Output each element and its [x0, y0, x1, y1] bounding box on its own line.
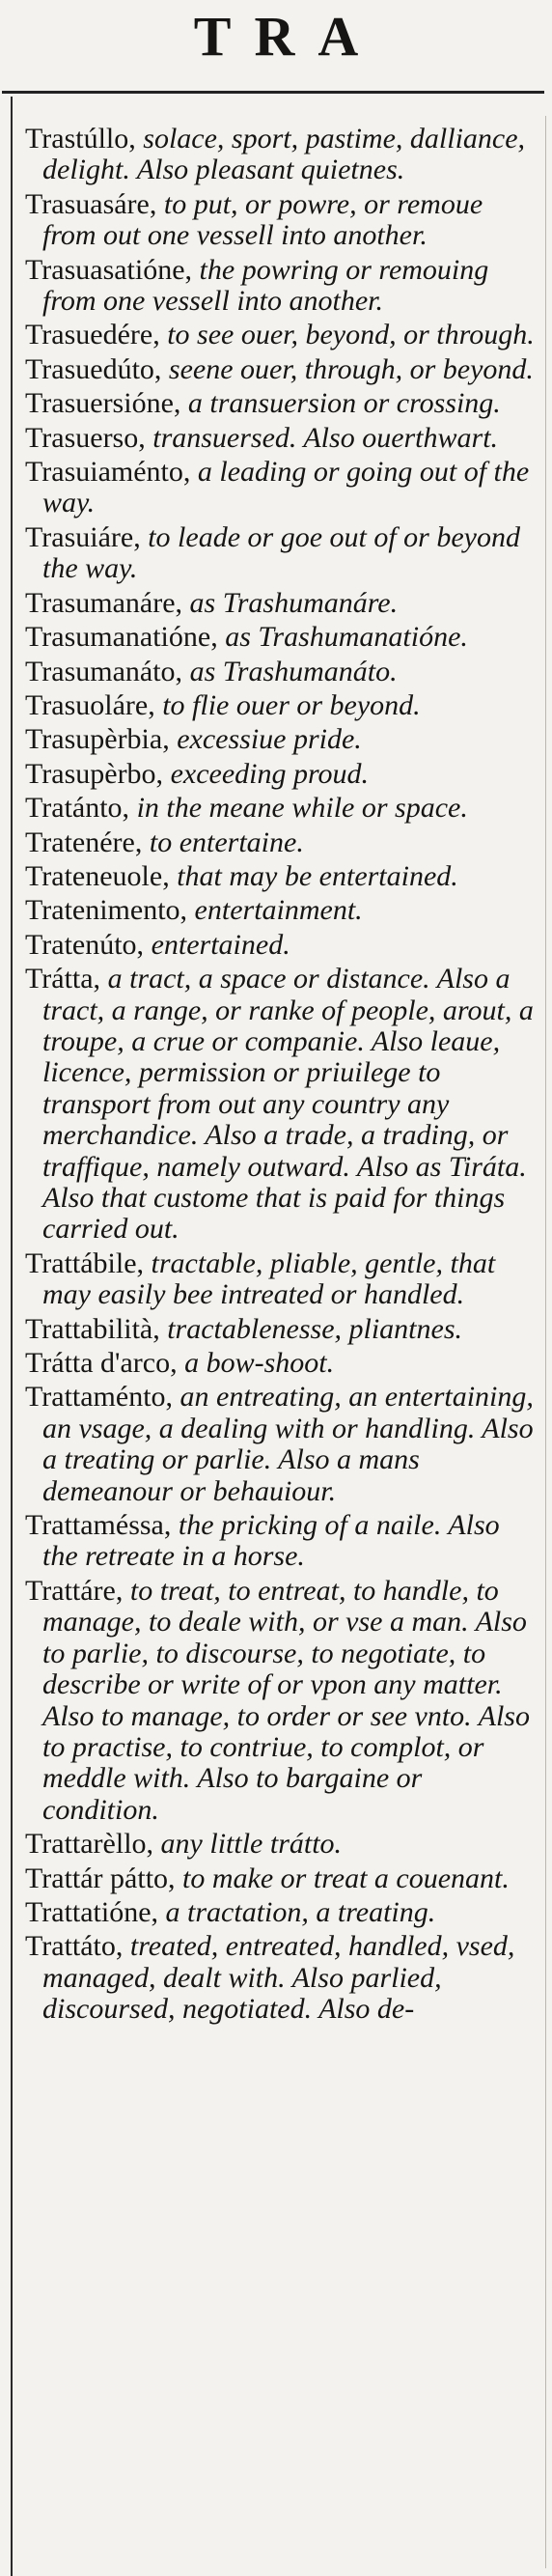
entry-definition: to see ouer, beyond, or through.: [159, 319, 535, 351]
entry-definition: solace, sport, pastime, dalliance, delight. Also pleasant quietnes.: [42, 123, 526, 186]
page-header: [0, 0, 552, 93]
running-head: TRA: [193, 5, 382, 68]
entry-definition: tractable, pliable, gentle, that may easily bee intreated or handled.: [42, 1246, 496, 1311]
entry-headword: Tratánto,: [25, 792, 130, 825]
column-rule: [11, 97, 13, 2576]
dictionary-entry: [25, 861, 535, 892]
entry-headword: Trattatióne,: [25, 1895, 159, 1928]
entry-definition: excessiue pride.: [169, 723, 362, 756]
entry-definition: exceeding proud.: [163, 757, 370, 790]
entry-headword: Trattár pátto,: [25, 1862, 176, 1894]
entry-definition: to put, or powre, or remoue from out one vessell into another.: [42, 187, 483, 252]
entry-definition: as Trashumanatióne.: [217, 621, 468, 654]
dictionary-entry: [25, 320, 535, 350]
dictionary-entry: [25, 522, 535, 585]
entry-headword: Trasumanáre,: [25, 586, 183, 619]
dictionary-entry: [25, 622, 535, 653]
entry-headword: Trastúllo,: [25, 123, 136, 154]
entry-headword: Trátta d'arco,: [25, 1347, 178, 1380]
entry-headword: Trasuasáre,: [25, 187, 157, 220]
entry-definition: transuersed. Also ouerthwart.: [145, 421, 499, 454]
entry-headword: Trátta,: [25, 963, 101, 995]
entry-definition: treated, entreated, handled, vsed, managed, dealt with. Also parlied, discoursed, negotiated. Also de-: [42, 1930, 515, 2026]
dictionary-entry: [25, 1829, 535, 1860]
dictionary-entry: [25, 1897, 535, 1928]
dictionary-entry: [25, 588, 535, 619]
entry-headword: Tratenúto,: [25, 928, 145, 961]
entry-headword: Tratenimento,: [25, 894, 188, 927]
entry-headword: Trasuiaménto,: [25, 456, 191, 489]
entry-definition: the powring or remouing from one vessell into another.: [42, 253, 489, 318]
dictionary-entry: [25, 724, 535, 755]
dictionary-entry: [25, 388, 535, 419]
entry-definition: to leade or goe out of or beyond the way.: [42, 520, 520, 585]
dictionary-entry: [25, 1382, 535, 1507]
entry-headword: Trattáre,: [25, 1574, 124, 1607]
entry-definition: to flie ouer or beyond.: [154, 688, 421, 721]
dictionary-entry: [25, 690, 535, 721]
entry-definition: in the meane while or space.: [129, 792, 468, 825]
dictionary-entry: [25, 1863, 535, 1894]
entry-headword: Trattarèllo,: [25, 1828, 154, 1861]
dictionary-entry: [25, 457, 535, 519]
entry-headword: Trasumanáto,: [25, 655, 183, 687]
entry-headword: Trasuedére,: [25, 319, 160, 351]
dictionary-entry: [25, 124, 535, 186]
dictionary-entry: [25, 759, 535, 790]
entry-headword: Trateneuole,: [25, 859, 170, 892]
entry-headword: Trasuersióne,: [25, 387, 181, 420]
entry-definition: seene ouer, through, or beyond.: [161, 352, 534, 385]
entry-definition: as Trashumanáto.: [182, 655, 398, 687]
entry-definition: any little trátto.: [153, 1828, 343, 1861]
entry-definition: entertained.: [144, 928, 290, 961]
entry-headword: Trattaméssa,: [25, 1509, 172, 1542]
entry-definition: a transuersion or crossing.: [180, 387, 501, 420]
entry-headword: Trasuerso,: [25, 421, 146, 454]
entry-headword: Trasuasatióne,: [25, 253, 193, 286]
entry-definition: that may be entertained.: [169, 859, 458, 892]
entry-definition: tractablenesse, pliantnes.: [159, 1312, 463, 1345]
dictionary-column: [25, 124, 535, 2029]
dictionary-entry: [25, 1248, 535, 1311]
entry-headword: Trasuedúto,: [25, 352, 162, 385]
entry-definition: to entertaine.: [142, 826, 304, 858]
entry-definition: the pricking of a naile. Also the retreate in a horse.: [42, 1509, 500, 1573]
entry-definition: as Trashumanáre.: [182, 586, 399, 619]
entry-definition: a leading or going out of the way.: [42, 456, 530, 519]
dictionary-entry: [25, 964, 535, 1246]
entry-definition: to make or treat a couenant.: [175, 1862, 510, 1894]
dictionary-entry: [25, 657, 535, 687]
dictionary-entry: [25, 189, 535, 252]
entry-headword: Trattáto,: [25, 1930, 124, 1963]
entry-headword: Trattabilità,: [25, 1312, 160, 1345]
dictionary-entry: [25, 895, 535, 926]
header-rule: [2, 91, 544, 94]
entry-headword: Trasupèrbia,: [25, 723, 170, 756]
dictionary-entry: [25, 1348, 535, 1379]
entry-headword: Trattábile,: [25, 1246, 145, 1279]
entry-headword: Trasumanatióne,: [25, 621, 218, 654]
dictionary-entry: [25, 423, 535, 454]
entry-definition: to treat, to entreat, to handle, to manage, to deale with, or vse a man. Also to parlie, to discourse, to negotiate, to describe or write of or vpon any matter. Also to manage, to order or see vnto. Also to practise, to contriue, to complot, or meddle with. Also to bargaine or condition.: [42, 1574, 530, 1826]
dictionary-entry: [25, 1510, 535, 1573]
entry-definition: an entreating, an entertaining, an vsage, a dealing with or handling. Also a treating or parlie. Also a mans demeanour or behauiour.: [42, 1381, 534, 1507]
entry-definition: entertainment.: [187, 894, 363, 927]
dictionary-entry: [25, 354, 535, 385]
dictionary-entry: [25, 1576, 535, 1826]
dictionary-entry: [25, 1931, 535, 2025]
entry-headword: Tratenére,: [25, 826, 143, 858]
dictionary-entry: [25, 1314, 535, 1345]
entry-definition: a bow-shoot.: [177, 1347, 335, 1380]
entry-headword: Trattaménto,: [25, 1381, 174, 1414]
dictionary-entry: [25, 827, 535, 858]
page-edge: [545, 116, 546, 2568]
entry-headword: Trasuiáre,: [25, 520, 141, 553]
dictionary-entry: [25, 930, 535, 961]
dictionary-entry: [25, 793, 535, 824]
entry-headword: Trasupèrbo,: [25, 757, 164, 790]
dictionary-entry: [25, 255, 535, 318]
entry-definition: a tractation, a treating.: [158, 1895, 436, 1928]
entry-definition: a tract, a space or distance. Also a tract, a range, or ranke of people, arout, a troupe, a crue or companie. Also leaue, licence, permission or priuilege to transport from out any country any merchandice. Also a trade, a trading, or traffique, namely outward. Also as Tiráta. Also that custome that is paid for things carried out.: [42, 963, 534, 1246]
entry-headword: Trasuoláre,: [25, 688, 155, 721]
